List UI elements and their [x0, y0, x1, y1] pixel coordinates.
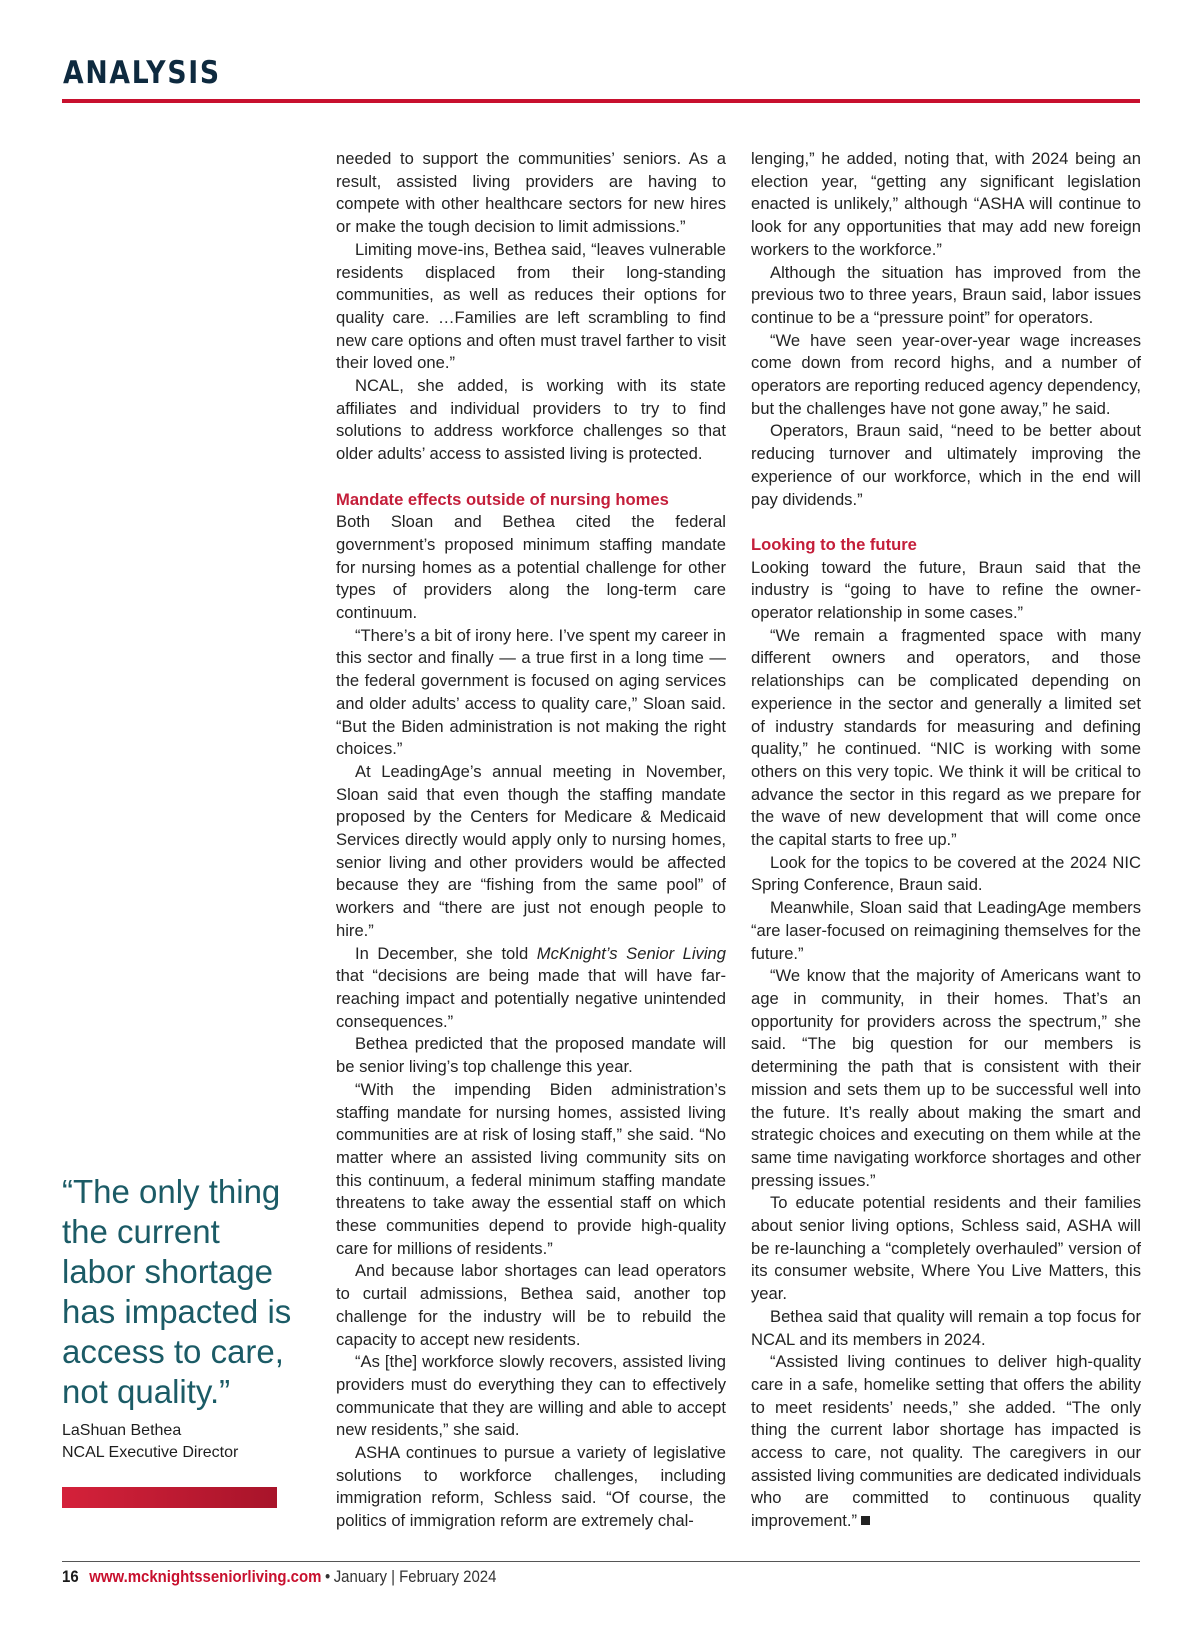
website-link[interactable]: www.mcknightsseniorliving.com [89, 1567, 322, 1586]
section-label: ANALYSIS [63, 55, 221, 91]
pull-quote-attribution [62, 1420, 302, 1464]
footer-bullet: • [324, 1567, 331, 1586]
paragraph [336, 943, 726, 1034]
text-run: that “decisions are being made that will have far-reaching impact and potentially negative unintended consequences.” [336, 966, 726, 1031]
paragraph [751, 1351, 1141, 1533]
paragraph: And because labor shortages can lead operators to curtail admissions, Bethea said, another top challenge for the industry will be to rebuild the capacity to accept new residents. [336, 1261, 726, 1349]
paragraph: Bethea predicted that the proposed mandate will be senior living’s top challenge this year. [336, 1034, 726, 1077]
paragraph: “With the impending Biden administration’s staffing mandate for nursing homes, assisted living communities are at risk of losing staff,” she said. “No matter where an assisted living community sits on this continuum, a federal minimum staffing mandate threatens to take away the essential staff on which these communities depend to provide high-quality care for millions of residents.” [336, 1079, 726, 1258]
paragraph: “We remain a fragmented space with many different owners and operators, and those relationships can be complicated depending on experience in the sector and generally a limited set of industry standards for measuring and defining quality,” he continued. “NIC is working with some others on this very topic. We think it will be critical to advance the sector in this regard as we prepare for the wave of new development that will come once the capital starts to free up.” [751, 625, 1141, 850]
issue-date: January | February 2024 [333, 1567, 497, 1586]
paragraph: “As [the] workforce slowly recovers, assisted living providers must do everything they can to effectively communicate that they are willing and able to accept new residents,” she said. [336, 1352, 726, 1440]
paragraph: needed to support the communities’ seniors. As a result, assisted living providers are having to compete with other healthcare sectors for new hires or make the tough decision to limit admissions.” [336, 149, 726, 237]
attribution-name: LaShuan Bethea [62, 1422, 182, 1439]
text-run: In December, she told [355, 943, 537, 963]
paragraph: ASHA continues to pursue a variety of legislative solutions to workforce challenges, including immigration reform, Schless said. “Of course, the politics of immigration reform are extremely chal- [336, 1443, 726, 1531]
subheading-looking-to-future: Looking to the future [751, 534, 917, 554]
paragraph: Look for the topics to be covered at the 2024 NIC Spring Conference, Braun said. [751, 852, 1141, 895]
pull-quote: “The only thing the current labor shortage has impacted is access to care, not quality.” [62, 1173, 292, 1410]
end-mark-icon [861, 1516, 870, 1525]
paragraph: Looking toward the future, Braun said that the industry is “going to have to refine the owner-operator relationship in some cases.” [751, 557, 1141, 623]
article-column-1 [336, 148, 726, 1533]
paragraph: Both Sloan and Bethea cited the federal government’s proposed minimum staffing mandate for nursing homes as a potential challenge for other types of providers along the long-term care continuum. [336, 512, 726, 623]
top-rule-divider [62, 99, 1140, 103]
paragraph: lenging,” he added, noting that, with 2024 being an election year, “getting any significant legislation enacted is unlikely,” although “ASHA will continue to look for any opportunities that may add new foreign workers to the workforce.” [751, 149, 1141, 259]
text-run: “Assisted living continues to deliver high-quality care in a safe, homelike setting that offers the ability to meet residents’ needs,” she added. “The only thing the current labor shortage has impacted is access to care, not quality. The caregivers in our assisted living communities are dedicated individuals who are committed to continuous quality improvement.” [751, 1352, 1141, 1531]
paragraph: To educate potential residents and their families about senior living options, Schless said, ASHA will be re-launching a “completely overhauled” version of its consumer website, Where You Live Matters, this year. [751, 1193, 1141, 1304]
footer-divider [62, 1561, 1140, 1562]
page-footer [62, 1566, 496, 1588]
publication-title: McKnight’s Senior Living [536, 943, 727, 963]
paragraph: NCAL, she added, is working with its state affiliates and individual providers to try to find solutions to address workforce challenges so that older adults’ access to assisted living is protected. [336, 376, 726, 464]
paragraph: Although the situation has improved from the previous two to three years, Braun said, labor issues continue to be a “pressure point” for operators. [751, 262, 1141, 327]
page-number: 16 [62, 1567, 79, 1586]
article-column-2 [751, 148, 1141, 1533]
paragraph: Limiting move-ins, Bethea said, “leaves vulnerable residents displaced from their long-standing communities, as well as reduces their options for quality care. …Families are left scrambling to find new care options and often must travel farther to visit their loved one.” [336, 239, 726, 373]
paragraph: “We know that the majority of Americans want to age in community, in their homes. That’s an opportunity for providers across the spectrum,” she said. “The big question for our members is determining the path that is consistent with their mission and sets them up to be successful well into the future. It’s really about making the smart and strategic choices and executing on them while at the same time navigating workforce shortages and other pressing issues.” [751, 966, 1141, 1190]
subheading-mandate-effects: Mandate effects outside of nursing homes [336, 489, 669, 509]
attribution-title: NCAL Executive Director [62, 1444, 239, 1461]
paragraph: Bethea said that quality will remain a top focus for NCAL and its members in 2024. [751, 1306, 1141, 1349]
paragraph: Operators, Braun said, “need to be better about reducing turnover and ultimately improving the experience of our workforce, which in the end will pay dividends.” [751, 421, 1141, 509]
paragraph: “There’s a bit of irony here. I’ve spent my career in this sector and finally — a true first in a long time — the federal government is focused on aging services and older adults’ access to quality care,” Sloan said. “But the Biden administration is not making the right choices.” [336, 625, 726, 759]
paragraph: At LeadingAge’s annual meeting in November, Sloan said that even though the staffing mandate proposed by the Centers for Medicare & Medicaid Services directly would apply only to nursing homes, senior living and other providers would be affected because they are “fishing from the same pool” of workers and “there are just not enough people to hire.” [336, 761, 726, 940]
paragraph: “We have seen year-over-year wage increases come down from record highs, and a number of operators are reporting reduced agency dependency, but the challenges have not gone away,” he said. [751, 330, 1141, 418]
paragraph: Meanwhile, Sloan said that LeadingAge members “are laser-focused on reimagining themselves for the future.” [751, 898, 1141, 963]
decorative-red-bar [62, 1487, 277, 1508]
